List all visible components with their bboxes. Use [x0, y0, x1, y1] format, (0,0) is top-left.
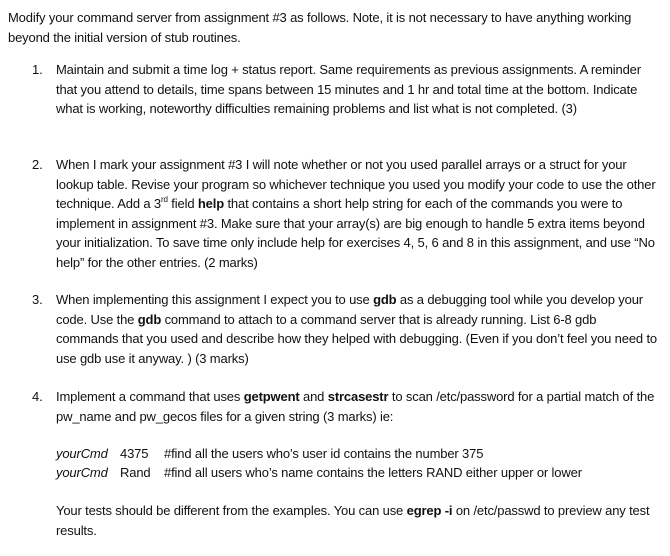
- example-comment: #find all users who’s name contains the letters RAND either upper or lower: [164, 465, 582, 480]
- example-line: [56, 444, 483, 464]
- intro-paragraph: Modify your command server from assignment #3 as follows. Note, it is not necessary to have anything working beyond the initial version of stub routines.: [8, 10, 632, 45]
- item-text: [56, 387, 658, 426]
- example-line: [56, 463, 582, 483]
- item-number: 3.: [32, 292, 43, 307]
- item-text: Maintain and submit a time log + status report. Same requirements as previous assignments. A reminder that you attend to details, time spans between 15 minutes and 1 hr and total time at the bottom. Indicate what is working, noteworthy difficulties remaining problems and list what is not completed. (3): [56, 62, 641, 116]
- list-item-1: [32, 60, 658, 119]
- list-item-4: [32, 387, 658, 426]
- example-argument: 4375: [120, 446, 149, 461]
- item-text-part: as a debugging tool while you develop your code. Use the: [56, 292, 643, 327]
- keyword-getpwent: getpwent: [243, 389, 300, 404]
- example-command: yourCmd: [56, 465, 108, 480]
- list-item-2: [32, 155, 658, 272]
- item-text-part: command to attach to a command server that is already running. List 6-8 gdb commands that you used and describe how they helped with debugging. (Even if you don’t feel you need to use gdb use it anyway. ) (3 marks): [56, 311, 658, 366]
- keyword-strcasestr: strcasestr: [327, 389, 389, 404]
- ordinal-suffix: rd: [161, 194, 168, 204]
- example-argument: Rand: [120, 465, 151, 480]
- keyword-egrep: egrep -i: [406, 503, 453, 518]
- example-command: yourCmd: [56, 446, 108, 461]
- item-number: 4.: [32, 389, 43, 404]
- item-number: 1.: [32, 62, 43, 77]
- keyword-help: help: [197, 196, 224, 211]
- keyword-gdb: gdb: [137, 311, 162, 327]
- item-text: [56, 155, 658, 272]
- item-text-part: to scan /etc/password for a partial match of the pw_name and pw_gecos files for a given string (3 marks) ie:: [56, 389, 655, 424]
- item-text-part: field: [167, 196, 198, 211]
- item-number: 2.: [32, 157, 43, 172]
- keyword-gdb: gdb: [373, 292, 397, 307]
- item-text-part: and: [299, 389, 328, 404]
- list-item-3: [32, 290, 658, 368]
- item-text-part: When I mark your assignment #3 I will note whether or not you used parallel arrays or a struct for your lookup table. Revise your program so whichever technique you used you modify your code to use the other technique. Add a 3: [56, 157, 656, 211]
- item-text-part: Implement a command that uses: [56, 389, 244, 404]
- item-text: [56, 290, 658, 368]
- closing-text: on /etc/passwd to preview any test results.: [56, 503, 650, 538]
- closing-text: Your tests should be different from the examples. You can use: [56, 503, 407, 518]
- item-text-part: When implementing this assignment I expect you to use: [56, 292, 374, 307]
- example-comment: #find all the users who’s user id contains the number 375: [164, 446, 484, 461]
- item-text-part: that contains a short help string for each of the commands you were to implement in assignment #3. Make sure that your array(s) are big enough to handle 5 extra items beyond your initialization. To save time only include help for exercises 4, 5, 6 and 8 in this assignment, and use “No help” for the other entries. (2 marks): [56, 196, 655, 270]
- closing-paragraph: [56, 501, 656, 540]
